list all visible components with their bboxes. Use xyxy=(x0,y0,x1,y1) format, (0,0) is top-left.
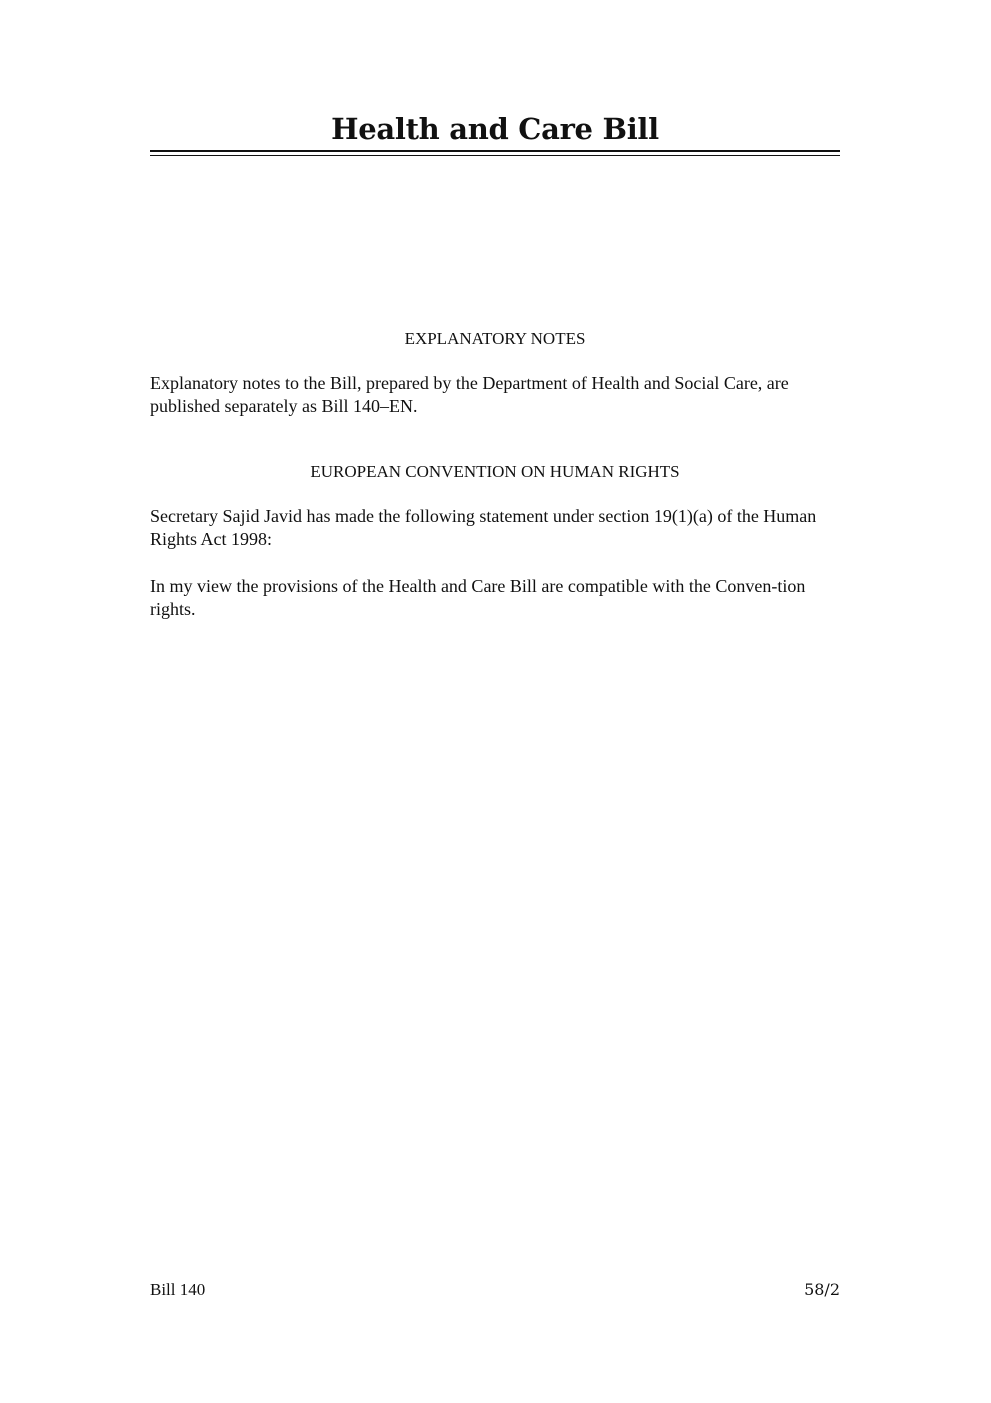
echr-compatibility-statement: In my view the provisions of the Health and Care Bill are compatible with the Conven-tion rights. xyxy=(150,576,806,619)
echr-statement-intro: Secretary Sajid Javid has made the following statement under section 19(1)(a) of the Human Rights Act 1998: xyxy=(150,506,817,549)
document-title: Health and Care Bill xyxy=(331,112,659,146)
title-rule-thin xyxy=(150,155,840,156)
echr-heading: EUROPEAN CONVENTION ON HUMAN RIGHTS xyxy=(310,462,680,481)
title-rule-thick xyxy=(150,150,840,152)
explanatory-notes-heading: EXPLANATORY NOTES xyxy=(404,329,586,348)
explanatory-notes-paragraph: Explanatory notes to the Bill, prepared by the Department of Health and Social Care, are published separately as Bill 140–EN. xyxy=(150,373,789,416)
footer-session-ref: 58/2 xyxy=(804,1280,840,1299)
footer-bill-number: Bill 140 xyxy=(150,1280,206,1299)
